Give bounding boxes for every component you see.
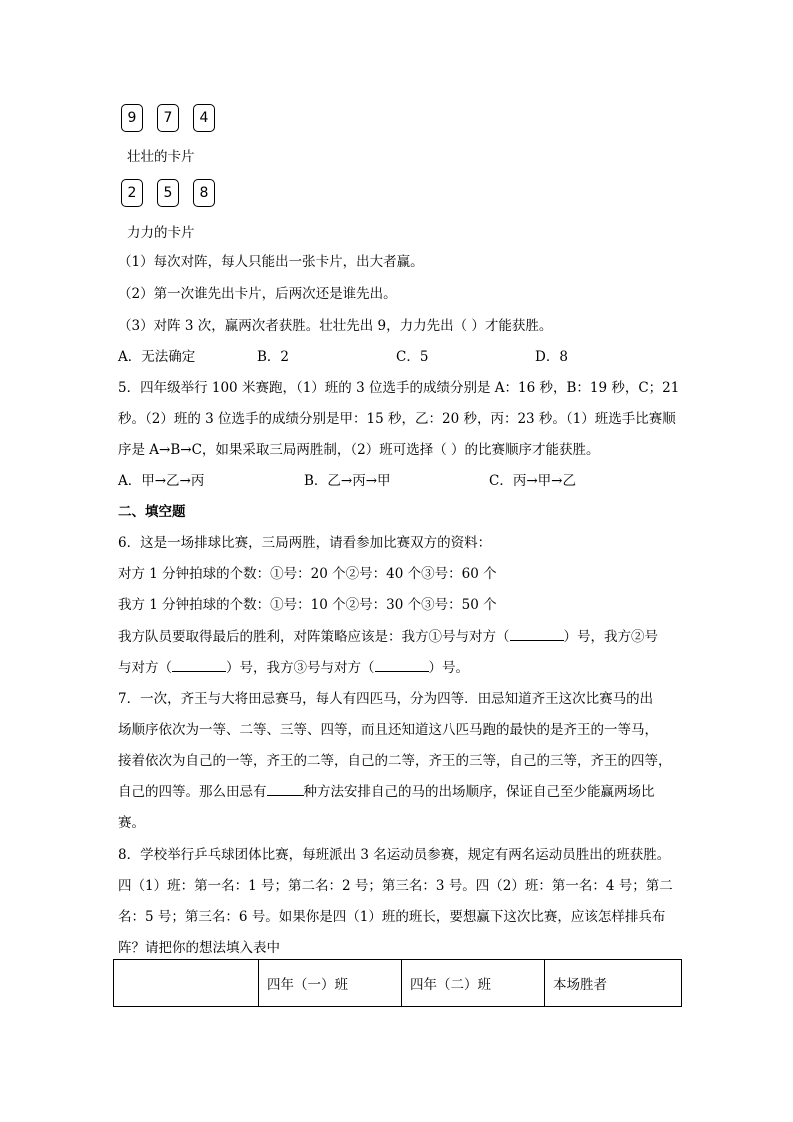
q7-text-a: 自己的四等。那么田忌有 bbox=[118, 784, 267, 800]
li-cards-label: 力力的卡片 bbox=[127, 225, 195, 241]
li-card-1: 2 bbox=[121, 179, 143, 207]
match-table bbox=[113, 959, 682, 1007]
q6-ours: 我方 1 分钟拍球的个数：①号：10 个②号：30 个③号：50 个 bbox=[118, 597, 497, 613]
q6-strategy-text-4: ）号，我方③号与对方（ bbox=[226, 660, 375, 676]
q5-line-2: 秒。（2）班的 3 位选手的成绩分别是甲：15 秒，乙：20 秒，丙：23 秒。（1）班选手比赛顺 bbox=[118, 411, 676, 427]
q7-blank[interactable] bbox=[267, 795, 304, 796]
q4-option-a: A．无法确定 bbox=[118, 349, 196, 365]
q7-line-2: 场顺序依次为一等、二等、三等、四等，而且还知道这八匹马跑的最快的是齐王的一等马， bbox=[118, 722, 658, 738]
q4-option-b: B．2 bbox=[257, 349, 290, 365]
q7-text-b: 种方法安排自己的马的出场顺序，保证自己至少能赢两场比 bbox=[303, 784, 655, 800]
q4-rule-1: （1）每次对阵，每人只能出一张卡片，出大者赢。 bbox=[118, 254, 424, 270]
q6-strategy-text-3: 与对方（ bbox=[118, 660, 172, 676]
q8-line-2: 四（1）班：第一名：1 号；第二名：2 号；第三名：3 号。四（2）班：第一名：4 号；第二 bbox=[118, 878, 673, 894]
q6-intro: 6．这是一场排球比赛，三局两胜，请看参加比赛双方的资料： bbox=[118, 535, 492, 551]
q6-blank-1[interactable] bbox=[510, 640, 564, 641]
q6-strategy-text-5: ）号。 bbox=[428, 660, 469, 676]
q6-strategy-text-1: 我方队员要取得最后的胜利，对阵策略应该是：我方①号与对方（ bbox=[118, 629, 510, 645]
section-title-fill-blank: 二、填空题 bbox=[118, 504, 186, 520]
table-header-class-2: 四年（二）班 bbox=[402, 960, 545, 1007]
q8-line-3: 名：5 号；第三名：6 号。如果你是四（1）班的班长，要想赢下这次比赛，应该怎样排兵布 bbox=[118, 909, 666, 925]
zhuang-card-1: 9 bbox=[121, 104, 143, 132]
q8-line-4: 阵？请把你的想法填入表中 bbox=[118, 940, 280, 956]
q5-line-3: 序是 A→B→C，如果采取三局两胜制，（2）班可选择（ ）的比赛顺序才能获胜。 bbox=[118, 442, 600, 458]
q6-blank-3[interactable] bbox=[375, 671, 429, 672]
table-header-class-1: 四年（一）班 bbox=[259, 960, 402, 1007]
q6-opponent: 对方 1 分钟拍球的个数：①号：20 个②号：40 个③号：60 个 bbox=[118, 566, 497, 582]
q5-option-c: C．丙→甲→乙 bbox=[489, 473, 576, 489]
q6-strategy-line-2 bbox=[118, 656, 469, 676]
q4-rule-2: （2）第一次谁先出卡片，后两次还是谁先出。 bbox=[118, 286, 397, 302]
q7-line-1: 7．一次，齐王与大将田忌赛马，每人有四匹马，分为四等．田忌知道齐王这次比赛马的出 bbox=[118, 691, 654, 707]
q7-line-5: 赛。 bbox=[118, 815, 145, 831]
q6-strategy-line-1 bbox=[118, 625, 658, 645]
q7-line-4 bbox=[118, 780, 655, 800]
table-header-empty bbox=[114, 960, 259, 1007]
q5-option-a: A．甲→乙→丙 bbox=[118, 473, 205, 489]
q5-line-1: 5．四年级举行 100 米赛跑，（1）班的 3 位选手的成绩分别是 A：16 秒，B：19 秒，C；21 bbox=[118, 380, 680, 396]
q8-line-1: 8．学校举行乒乓球团体比赛，每班派出 3 名运动员参赛，规定有两名运动员胜出的班获胜。 bbox=[118, 847, 671, 863]
q6-strategy-text-2: ）号，我方②号 bbox=[563, 629, 658, 645]
li-card-2: 5 bbox=[157, 179, 179, 207]
q4-option-d: D．8 bbox=[535, 349, 568, 365]
table-header-winner: 本场胜者 bbox=[545, 960, 682, 1007]
q7-line-3: 接着依次为自己的一等，齐王的二等，自己的二等，齐王的三等，自己的三等，齐王的四等， bbox=[118, 753, 672, 769]
q6-blank-2[interactable] bbox=[172, 671, 226, 672]
zhuang-cards-label: 壮壮的卡片 bbox=[127, 149, 195, 165]
zhuang-card-3: 4 bbox=[193, 104, 215, 132]
q4-option-c: C．5 bbox=[396, 349, 429, 365]
q5-option-b: B．乙→丙→甲 bbox=[304, 473, 391, 489]
li-card-3: 8 bbox=[193, 179, 215, 207]
table-header-row bbox=[114, 960, 682, 1007]
q4-rule-3: （3）对阵 3 次，赢两次者获胜。壮壮先出 9，力力先出（ ）才能获胜。 bbox=[118, 318, 553, 334]
zhuang-card-2: 7 bbox=[157, 104, 179, 132]
